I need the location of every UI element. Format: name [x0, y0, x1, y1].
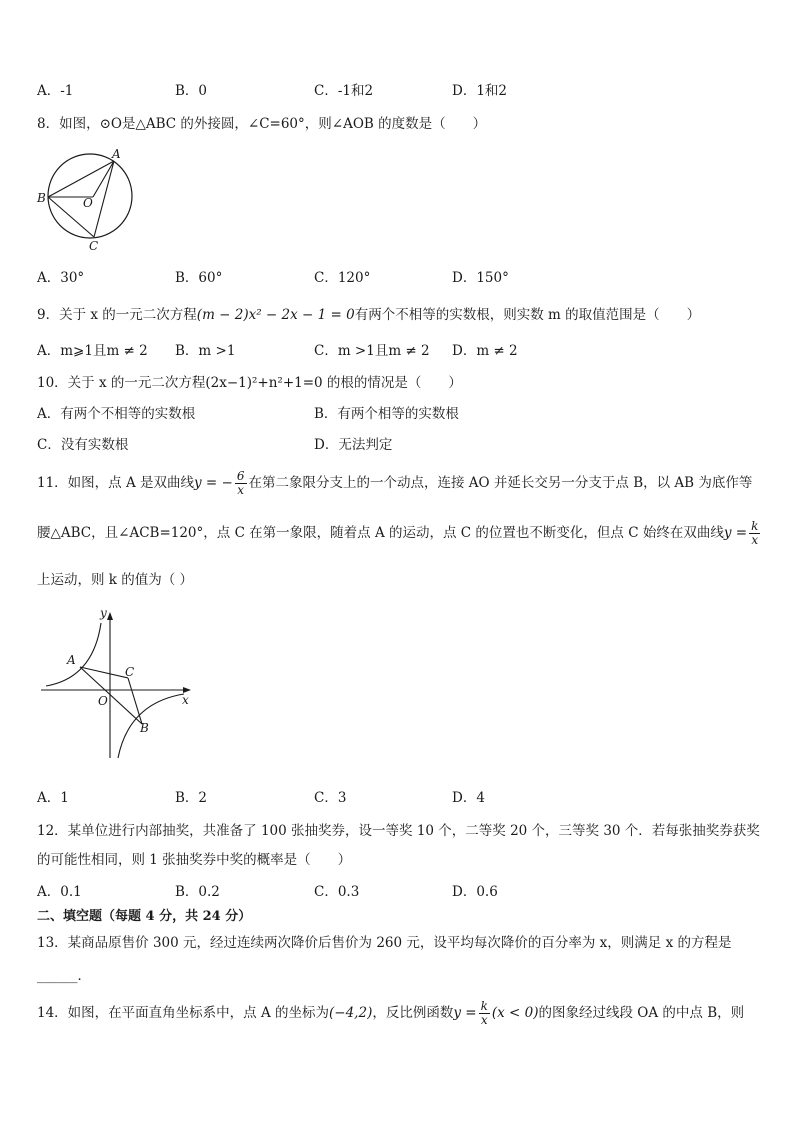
q11-option-a: A．1	[37, 790, 69, 806]
q8-label-o: O	[83, 196, 93, 210]
q12-option-d: D．0.6	[452, 884, 498, 900]
q8-question: 8．如图，⊙O是△ABC 的外接圆，∠C=60°，则∠AOB 的度数是（ ）	[37, 116, 487, 132]
q8-option-d: D．150°	[452, 270, 509, 286]
q11-frac2-den: x	[751, 533, 759, 547]
q10-option-a: A．有两个不相等的实数根	[37, 406, 196, 422]
q13-answer-blank: ______．	[37, 968, 91, 984]
q7-option-a: A．-1	[37, 83, 74, 99]
q11-line1-post: 在第二象限分支上的一个动点，连接 AO 并延长交另一分支于点 B，以 AB 为底作等	[248, 475, 753, 491]
q11-line2-eq-left: y =	[723, 525, 748, 541]
q11-label-y: y	[100, 606, 107, 620]
q11-line-2	[37, 520, 762, 547]
q14-line-1	[37, 1000, 744, 1027]
q8-circle-figure	[35, 144, 140, 254]
q11-label-a: A	[67, 653, 76, 667]
q8-label-b: B	[37, 191, 46, 205]
q10-option-b: B．有两个相等的实数根	[314, 406, 459, 422]
section-2-heading: 二、填空题（每题 4 分，共 24 分）	[37, 909, 252, 924]
q12-option-b: B．0.2	[175, 884, 220, 900]
q11-eq-left: y = −	[194, 475, 233, 491]
q11-option-d: D．4	[452, 790, 485, 806]
q12-line-1: 12．某单位进行内部抽奖，共准备了 100 张抽奖券，设一等奖 10 个，二等奖 20 个，三等奖 30 个．若每张抽奖券获奖	[37, 823, 760, 839]
q9-option-d: D．m ≠ 2	[452, 343, 518, 359]
q8-option-a: A．30°	[37, 270, 85, 286]
q11-option-b: B．2	[175, 790, 208, 806]
q9-pre: 9．关于 x 的一元二次方程	[37, 307, 197, 323]
q9-option-b: B．m >1	[175, 343, 236, 359]
q8-label-c: C	[89, 239, 99, 253]
q11-label-x: x	[182, 693, 189, 707]
q11-frac2-num: k	[751, 519, 759, 533]
q11-hyperbola-branch-4	[118, 694, 184, 758]
q11-hyperbola-figure	[38, 603, 198, 763]
q14-eq-left: y =	[453, 1005, 477, 1021]
q13-line-1: 13．某商品原售价 300 元，经过连续两次降价后售价为 260 元，设平均每次降价的百分率为 x，则满足 x 的方程是	[37, 935, 732, 951]
q9-question	[37, 306, 700, 324]
q7-option-d: D．1和2	[452, 83, 508, 99]
q14-frac-num: k	[480, 999, 488, 1013]
q11-line1-pre: 11．如图，点 A 是双曲线	[37, 475, 195, 491]
q11-fraction-1	[235, 470, 247, 497]
q12-option-c: C．0.3	[314, 884, 360, 900]
q14-mid: ，反比例函数	[372, 1005, 454, 1021]
q14-fraction	[479, 1000, 490, 1027]
q8-option-b: B．60°	[175, 270, 223, 286]
q11-y-arrow	[107, 612, 113, 620]
q10-question: 10．关于 x 的一元二次方程(2x−1)²+n²+1=0 的根的情况是（ ）	[37, 375, 462, 391]
q7-option-c: C．-1和2	[314, 83, 374, 99]
q11-option-c: C．3	[314, 790, 347, 806]
q11-frac1-num: 6	[236, 469, 245, 483]
q14-coord: (−4,2)	[329, 1005, 373, 1021]
q12-option-a: A．0.1	[37, 884, 82, 900]
q11-line2-pre: 腰△ABC，且∠ACB=120°，点 C 在第一象限，随着点 A 的运动，点 C 的位置也不断变化，但点 C 始终在双曲线	[37, 525, 724, 541]
q14-frac-den: x	[480, 1013, 488, 1027]
q14-pre: 14．如图，在平面直角坐标系中，点 A 的坐标为	[37, 1005, 330, 1021]
q8-option-c: C．120°	[314, 270, 371, 286]
q11-line-3: 上运动，则 k 的值为（ ）	[37, 572, 194, 588]
q12-line-2: 的可能性相同，则 1 张抽奖券中奖的概率是（ ）	[37, 852, 352, 868]
q14-post: 的图象经过线段 OA 的中点 B，则	[538, 1005, 745, 1021]
q11-frac1-den: x	[237, 483, 245, 497]
q7-option-b: B．0	[175, 83, 208, 99]
q11-line-1	[37, 470, 752, 497]
q9-option-c: C．m >1且m ≠ 2	[314, 343, 430, 359]
q9-post: 有两个不相等的实数根，则实数 m 的取值范围是（ ）	[354, 307, 701, 323]
q14-cond: (x < 0)	[491, 1005, 539, 1021]
q10-option-d: D．无法判定	[314, 437, 393, 453]
q11-fraction-2	[749, 520, 760, 547]
q9-option-a: A．m⩾1且m ≠ 2	[37, 343, 148, 359]
q8-label-a: A	[112, 147, 121, 161]
q11-label-c: C	[125, 665, 135, 679]
q10-option-c: C．没有实数根	[37, 437, 129, 453]
q11-label-o: O	[98, 694, 108, 708]
q11-label-b: B	[140, 721, 149, 735]
q9-equation: (m − 2)x² − 2x − 1 = 0	[196, 307, 355, 323]
